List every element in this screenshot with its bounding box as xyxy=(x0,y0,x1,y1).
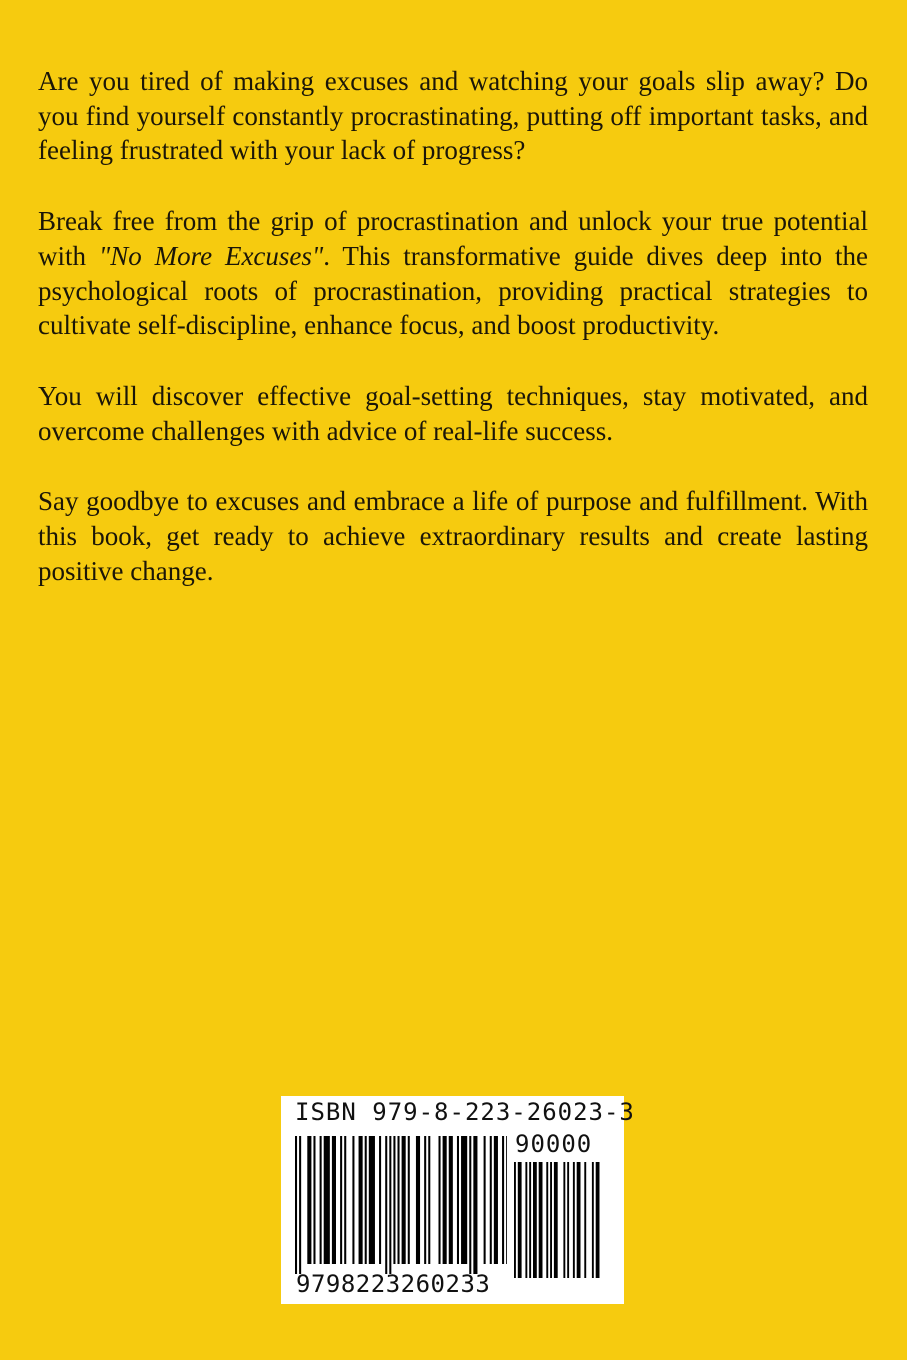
barcode-bar xyxy=(439,1136,441,1264)
barcode-bar xyxy=(307,1136,311,1264)
barcode-bar xyxy=(402,1136,406,1264)
barcode-bar xyxy=(320,1136,322,1264)
barcode-bar xyxy=(416,1136,420,1264)
blurb-paragraph-3: You will discover effective goal-setting techniques, stay motivated, and overcome challenges with advice of real-life success. xyxy=(38,380,868,446)
barcode-bar xyxy=(424,1136,426,1264)
barcode-bar xyxy=(461,1136,467,1264)
barcode-bar xyxy=(584,1162,586,1278)
barcode-bar xyxy=(577,1162,581,1278)
barcode-bar xyxy=(550,1162,552,1278)
blurb-paragraph-1: Are you tired of making excuses and watching your goals slip away? Do you find yourself constantly procrastinating, putting off important tasks, and feeling frustrated with your lack of progress? xyxy=(38,66,868,166)
barcode-bar xyxy=(359,1136,363,1264)
barcode-bar xyxy=(494,1136,498,1264)
addon-barcode xyxy=(514,1162,610,1278)
barcode-bar xyxy=(563,1162,565,1278)
barcode-bar xyxy=(449,1136,453,1264)
price-code: 90000 xyxy=(515,1130,593,1158)
barcode-bar xyxy=(473,1136,477,1274)
barcode-bar xyxy=(457,1136,459,1264)
barcode-bar xyxy=(313,1136,315,1264)
barcode-bar xyxy=(379,1136,381,1264)
barcode-bar xyxy=(514,1162,516,1278)
ean-barcode xyxy=(295,1136,507,1278)
barcode-bar xyxy=(393,1136,395,1264)
barcode-bar xyxy=(443,1136,447,1264)
barcode-bar xyxy=(518,1162,522,1278)
barcode-bar xyxy=(533,1162,537,1278)
barcode-bar xyxy=(369,1136,375,1264)
ean-digits: 9798223260233 xyxy=(296,1270,491,1298)
barcode-bar xyxy=(324,1136,330,1264)
barcode-bar xyxy=(365,1136,367,1264)
barcode-bar xyxy=(567,1162,569,1278)
barcode-bar xyxy=(539,1162,543,1278)
barcode-bar xyxy=(573,1162,575,1278)
barcode-bar xyxy=(389,1136,391,1274)
barcode-bar xyxy=(299,1136,301,1274)
barcode-bar xyxy=(592,1162,594,1278)
barcode-bar xyxy=(352,1136,354,1264)
barcode-bar xyxy=(340,1136,342,1264)
blurb-text xyxy=(38,64,868,624)
barcode-bar xyxy=(428,1136,430,1264)
barcode-bar xyxy=(529,1162,531,1278)
barcode-bar xyxy=(490,1136,492,1264)
book-title: "No More Excuses" xyxy=(98,240,324,271)
blurb-paragraph-4: Say goodbye to excuses and embrace a life of purpose and fulfillment. With this book, get ready to achieve extraordinary results and create lasting positive change. xyxy=(38,486,868,586)
barcode-bar xyxy=(332,1136,336,1264)
barcode-bar xyxy=(525,1162,527,1278)
blurb-paragraph-2-end: . This transformative guide dives deep into the psychological roots of procrastination, providing practical strategies to cultivate self-discipline, enhance focus, and boost productivity. xyxy=(38,240,868,341)
barcode-bar xyxy=(408,1136,410,1264)
barcode-bar xyxy=(502,1136,504,1264)
barcode-bar xyxy=(295,1136,297,1274)
barcode-bar xyxy=(554,1162,558,1278)
barcode-bar xyxy=(469,1136,471,1274)
barcode-bar xyxy=(596,1162,600,1278)
barcode-bar xyxy=(506,1136,507,1264)
barcode-bar xyxy=(398,1136,400,1264)
blurb-paragraph-2 xyxy=(38,204,868,343)
barcode-bar xyxy=(546,1162,548,1278)
isbn-barcode-box xyxy=(281,1096,635,1304)
isbn-label: ISBN 979-8-223-26023-3 xyxy=(295,1098,635,1126)
barcode-bar xyxy=(344,1136,346,1264)
barcode-bar xyxy=(385,1136,387,1274)
blurb-paragraph-2-start: Break free from the grip of procrastination and unlock your true potential with xyxy=(38,206,868,271)
barcode-bar xyxy=(484,1136,486,1264)
